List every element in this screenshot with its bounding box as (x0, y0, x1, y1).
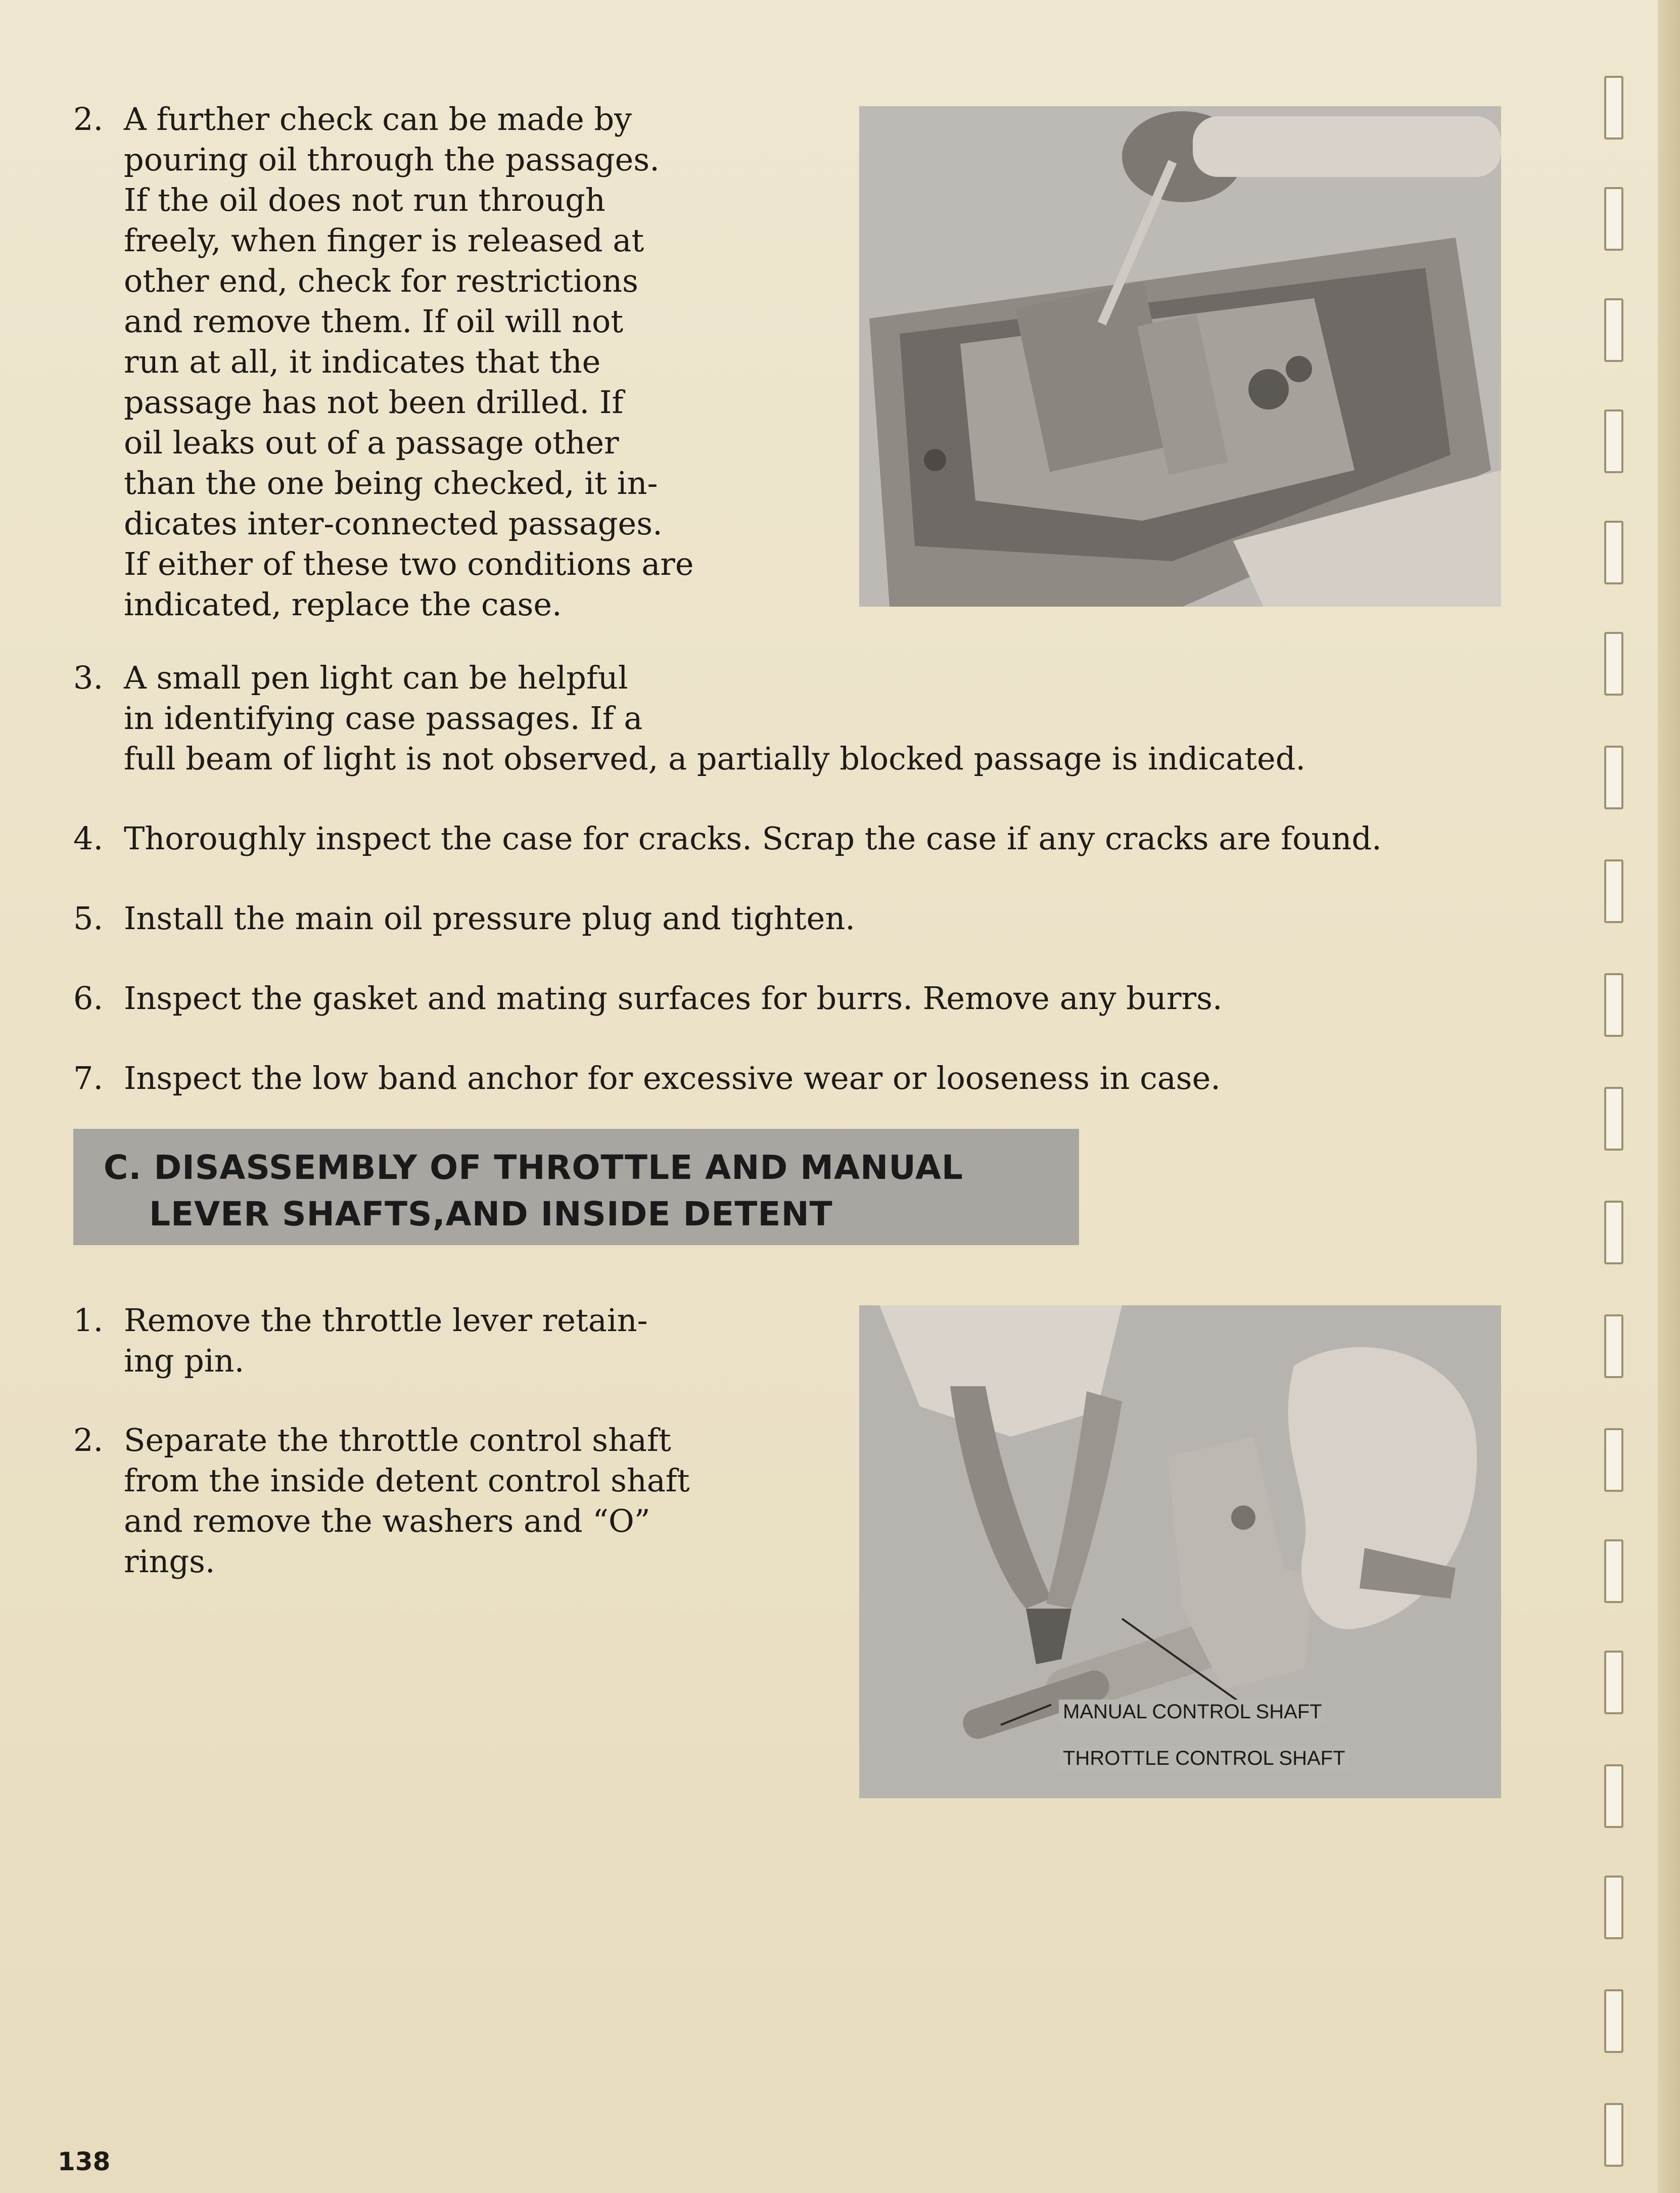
binder-hole (1604, 1201, 1623, 1264)
item-4-number: 4. (73, 820, 104, 857)
section-c-item-2-line: and remove the washers and “O” (124, 1502, 650, 1539)
binder-hole (1604, 1651, 1623, 1714)
throttle-control-shaft-label: THROTTLE CONTROL SHAFT (1059, 1746, 1349, 1771)
item-2-line: A further check can be made by (124, 101, 632, 138)
section-c-item-2-number: 2. (73, 1422, 104, 1458)
item-2-line: run at all, it indicates that the (124, 343, 601, 380)
item-2-line: than the one being checked, it in- (124, 465, 658, 501)
transmission-case-photo (859, 106, 1501, 607)
item-5-text: Install the main oil pressure plug and tighten. (124, 900, 856, 937)
binder-hole (1604, 2103, 1623, 2167)
binder-hole (1604, 859, 1623, 923)
item-6-text: Inspect the gasket and mating surfaces for burrs. Remove any burrs. (124, 980, 1223, 1017)
item-3-line: A small pen light can be helpful (124, 659, 628, 696)
page-number: 138 (58, 2147, 111, 2176)
binder-hole (1604, 973, 1623, 1037)
item-2-line: passage has not been drilled. If (124, 384, 624, 421)
item-2-line: and remove them. If oil will not (124, 303, 624, 340)
binder-hole (1604, 1428, 1623, 1492)
section-c-item-1-number: 1. (73, 1302, 104, 1339)
binder-hole (1604, 521, 1623, 584)
manual-control-shaft-label: MANUAL CONTROL SHAFT (1059, 1700, 1326, 1724)
binder-hole (1604, 1314, 1623, 1378)
binder-hole (1604, 1876, 1623, 1939)
item-7-text: Inspect the low band anchor for excessive wear or looseness in case. (124, 1060, 1221, 1096)
binder-hole (1604, 746, 1623, 809)
item-4-text: Thoroughly inspect the case for cracks. Scrap the case if any cracks are found. (124, 820, 1382, 857)
section-c-item-2-line: from the inside detent control shaft (124, 1462, 690, 1499)
item-5-number: 5. (73, 900, 104, 937)
binder-hole (1604, 187, 1623, 251)
item-7-number: 7. (73, 1060, 104, 1096)
item-2-line: If the oil does not run through (124, 181, 605, 218)
item-2-number: 2. (73, 101, 104, 138)
section-c-item-2-line: rings. (124, 1543, 215, 1580)
binder-hole (1604, 1989, 1623, 2053)
item-6-number: 6. (73, 980, 104, 1017)
binder-hole (1604, 1087, 1623, 1151)
item-2-line: indicated, replace the case. (124, 586, 562, 623)
item-2-line: If either of these two conditions are (124, 545, 694, 582)
binder-hole (1604, 298, 1623, 362)
item-2-line: freely, when finger is released at (124, 222, 644, 259)
binder-hole (1604, 1764, 1623, 1828)
item-2-line: other end, check for restrictions (124, 262, 638, 299)
binder-hole (1604, 76, 1623, 140)
item-2-line: dicates inter-connected passages. (124, 505, 663, 542)
section-heading-line2: LEVER SHAFTS,AND INSIDE DETENT (149, 1195, 833, 1233)
section-c-item-1-line: Remove the throttle lever retain- (124, 1302, 648, 1339)
item-3-number: 3. (73, 659, 104, 696)
section-c-item-2-line: Separate the throttle control shaft (124, 1422, 671, 1458)
binder-hole (1604, 1539, 1623, 1603)
section-heading-line1: C. DISASSEMBLY OF THROTTLE AND MANUAL (104, 1148, 963, 1187)
item-2-line: oil leaks out of a passage other (124, 424, 619, 461)
section-c-item-1-line: ing pin. (124, 1342, 245, 1379)
page-edge (1658, 0, 1680, 2193)
item-3-line: full beam of light is not observed, a partially blocked passage is indicated. (124, 740, 1306, 777)
item-2-line: pouring oil through the passages. (124, 141, 660, 178)
pliers-shaft-photo (859, 1305, 1501, 1798)
item-3-line: in identifying case passages. If a (124, 700, 643, 737)
binder-hole (1604, 409, 1623, 473)
binder-hole (1604, 632, 1623, 696)
